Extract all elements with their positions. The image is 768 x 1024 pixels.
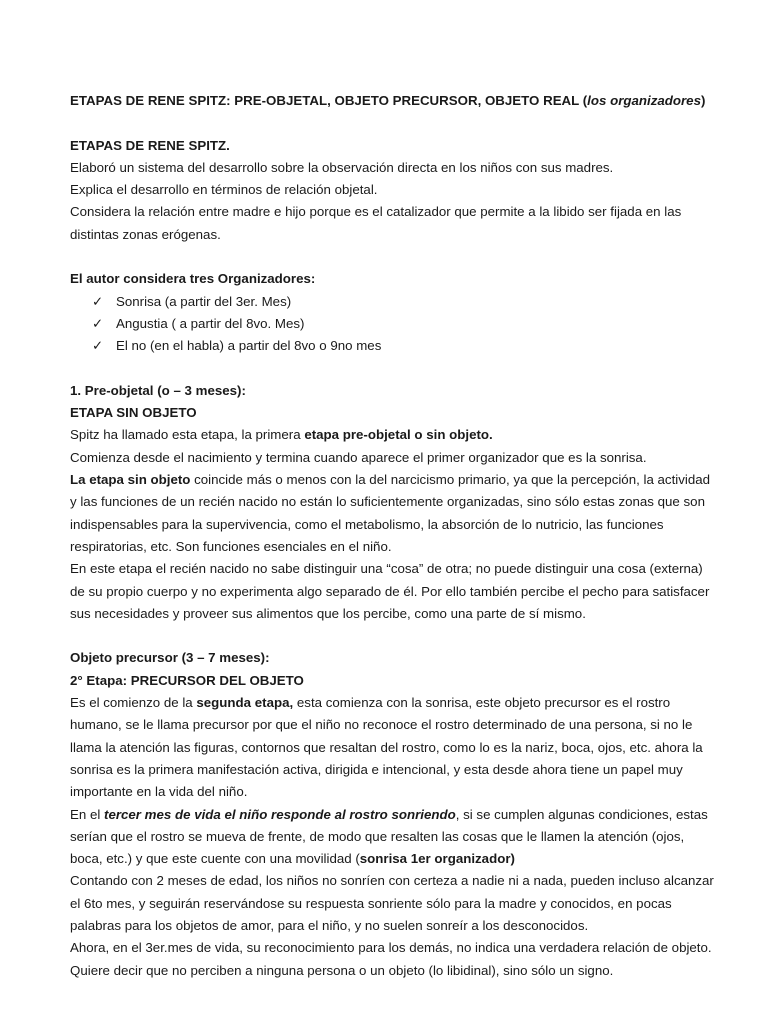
- paragraph-line: Elaboró un sistema del desarrollo sobre la observación directa en los niños con sus madres.: [70, 159, 614, 175]
- paragraph-line: palabras para los objetos de amor, para el niño, y no suelen sonreír a los desconocidos.: [70, 917, 589, 933]
- paragraph-line: distintas zonas erógenas.: [70, 226, 221, 242]
- paragraph-line: Es el comienzo de la segunda etapa, esta comienza con la sonrisa, este objeto precursor es el rostro: [70, 695, 671, 711]
- paragraph-line: serían que el rostro se mueva de frente, de modo que resalten las cosas que le llamen la atención (ojos,: [70, 828, 685, 844]
- paragraph-line: Quiere decir que no perciben a ninguna persona o un objeto (lo libidinal), sino sólo un signo.: [70, 962, 614, 978]
- paragraph-line: humano, se le llama precursor por que el niño no reconoce el rostro determinado de una persona, si no le: [70, 717, 693, 733]
- paragraph-line: Contando con 2 meses de edad, los niños no sonríen con certeza a nadie ni a nada, pueden incluso alcanzar: [70, 873, 714, 889]
- paragraph-line: sus necesidades y proveer sus alimentos que los percibe, como una parte de sí mismo.: [70, 605, 586, 621]
- section-heading: Objeto precursor (3 – 7 meses):: [70, 650, 270, 666]
- paragraph-line: respiratorias, etc. Son funciones esenciales en el niño.: [70, 538, 392, 554]
- paragraph-line: En el tercer mes de vida el niño responde al rostro sonriendo, si se cumplen algunas condiciones, estas: [70, 806, 708, 822]
- paragraph-line: sonrisa es la primera manifestación activa, dirigida e intencional, y esta desde ahora tiene un papel muy: [70, 761, 683, 777]
- paragraph-line: llama la atención las figuras, contornos que resaltan del rostro, como lo es la nariz, boca, ojos, etc. ahora la: [70, 739, 703, 755]
- paragraph-line: La etapa sin objeto coincide más o menos con la del narcicismo primario, ya que la percepción, la actividad: [70, 472, 711, 488]
- paragraph-line: de su propio cuerpo y no experimenta algo separado de él. Por ello también percibe el pecho para satisfacer: [70, 583, 710, 599]
- list-item: ✓ Sonrisa (a partir del 3er. Mes): [92, 291, 700, 313]
- paragraph-line: el 6to mes, y seguirán reservándose su respuesta sonriente sólo para la madre y conocidos, en pocas: [70, 895, 672, 911]
- document-title: ETAPAS DE RENE SPITZ: PRE-OBJETAL, OBJETO PRECURSOR, OBJETO REAL (los organizadores): [70, 93, 706, 108]
- paragraph-line: importante en la vida del niño.: [70, 784, 248, 800]
- document-body: [70, 90, 714, 982]
- paragraph-line: Considera la relación entre madre e hijo porque es el catalizador que permite a la libido ser fijada en las: [70, 204, 682, 220]
- checkmark-icon: ✓: [92, 315, 104, 331]
- paragraph-line: boca, etc.) y que este cuente con una movilidad (sonrisa 1er organizador): [70, 851, 515, 867]
- paragraph-line: Ahora, en el 3er.mes de vida, su reconocimiento para los demás, no indica una verdadera relación de objeto.: [70, 940, 712, 956]
- checkmark-icon: ✓: [92, 338, 104, 354]
- paragraph-line: indispensables para la supervivencia, como el metabolismo, la absorción de lo nutricio, las funciones: [70, 516, 664, 532]
- section-heading: 1. Pre-objetal (o – 3 meses):: [70, 382, 246, 398]
- checkmark-icon: ✓: [92, 293, 104, 309]
- paragraph-line: Comienza desde el nacimiento y termina cuando aparece el primer organizador que es la sonrisa.: [70, 449, 647, 465]
- list-item: ✓ El no (en el habla) a partir del 8vo o 9no mes: [92, 335, 700, 357]
- list-item: ✓ Angustia ( a partir del 8vo. Mes): [92, 313, 700, 335]
- section-subheading: ETAPA SIN OBJETO: [70, 405, 197, 421]
- paragraph-line: Explica el desarrollo en términos de relación objetal.: [70, 182, 378, 198]
- section-heading: El autor considera tres Organizadores:: [70, 271, 316, 287]
- paragraph-line: y las funciones de un recién nacido no están lo suficientemente organizadas, sino sólo estas zonas que son: [70, 494, 705, 510]
- section-subheading: 2° Etapa: PRECURSOR DEL OBJETO: [70, 672, 304, 688]
- paragraph-line: En este etapa el recién nacido no sabe distinguir una “cosa” de otra; no puede distinguir una cosa (externa): [70, 561, 703, 577]
- paragraph-line: Spitz ha llamado esta etapa, la primera etapa pre-objetal o sin objeto.: [70, 427, 493, 443]
- section-heading: ETAPAS DE RENE SPITZ.: [70, 137, 230, 153]
- organizer-list: [70, 291, 700, 358]
